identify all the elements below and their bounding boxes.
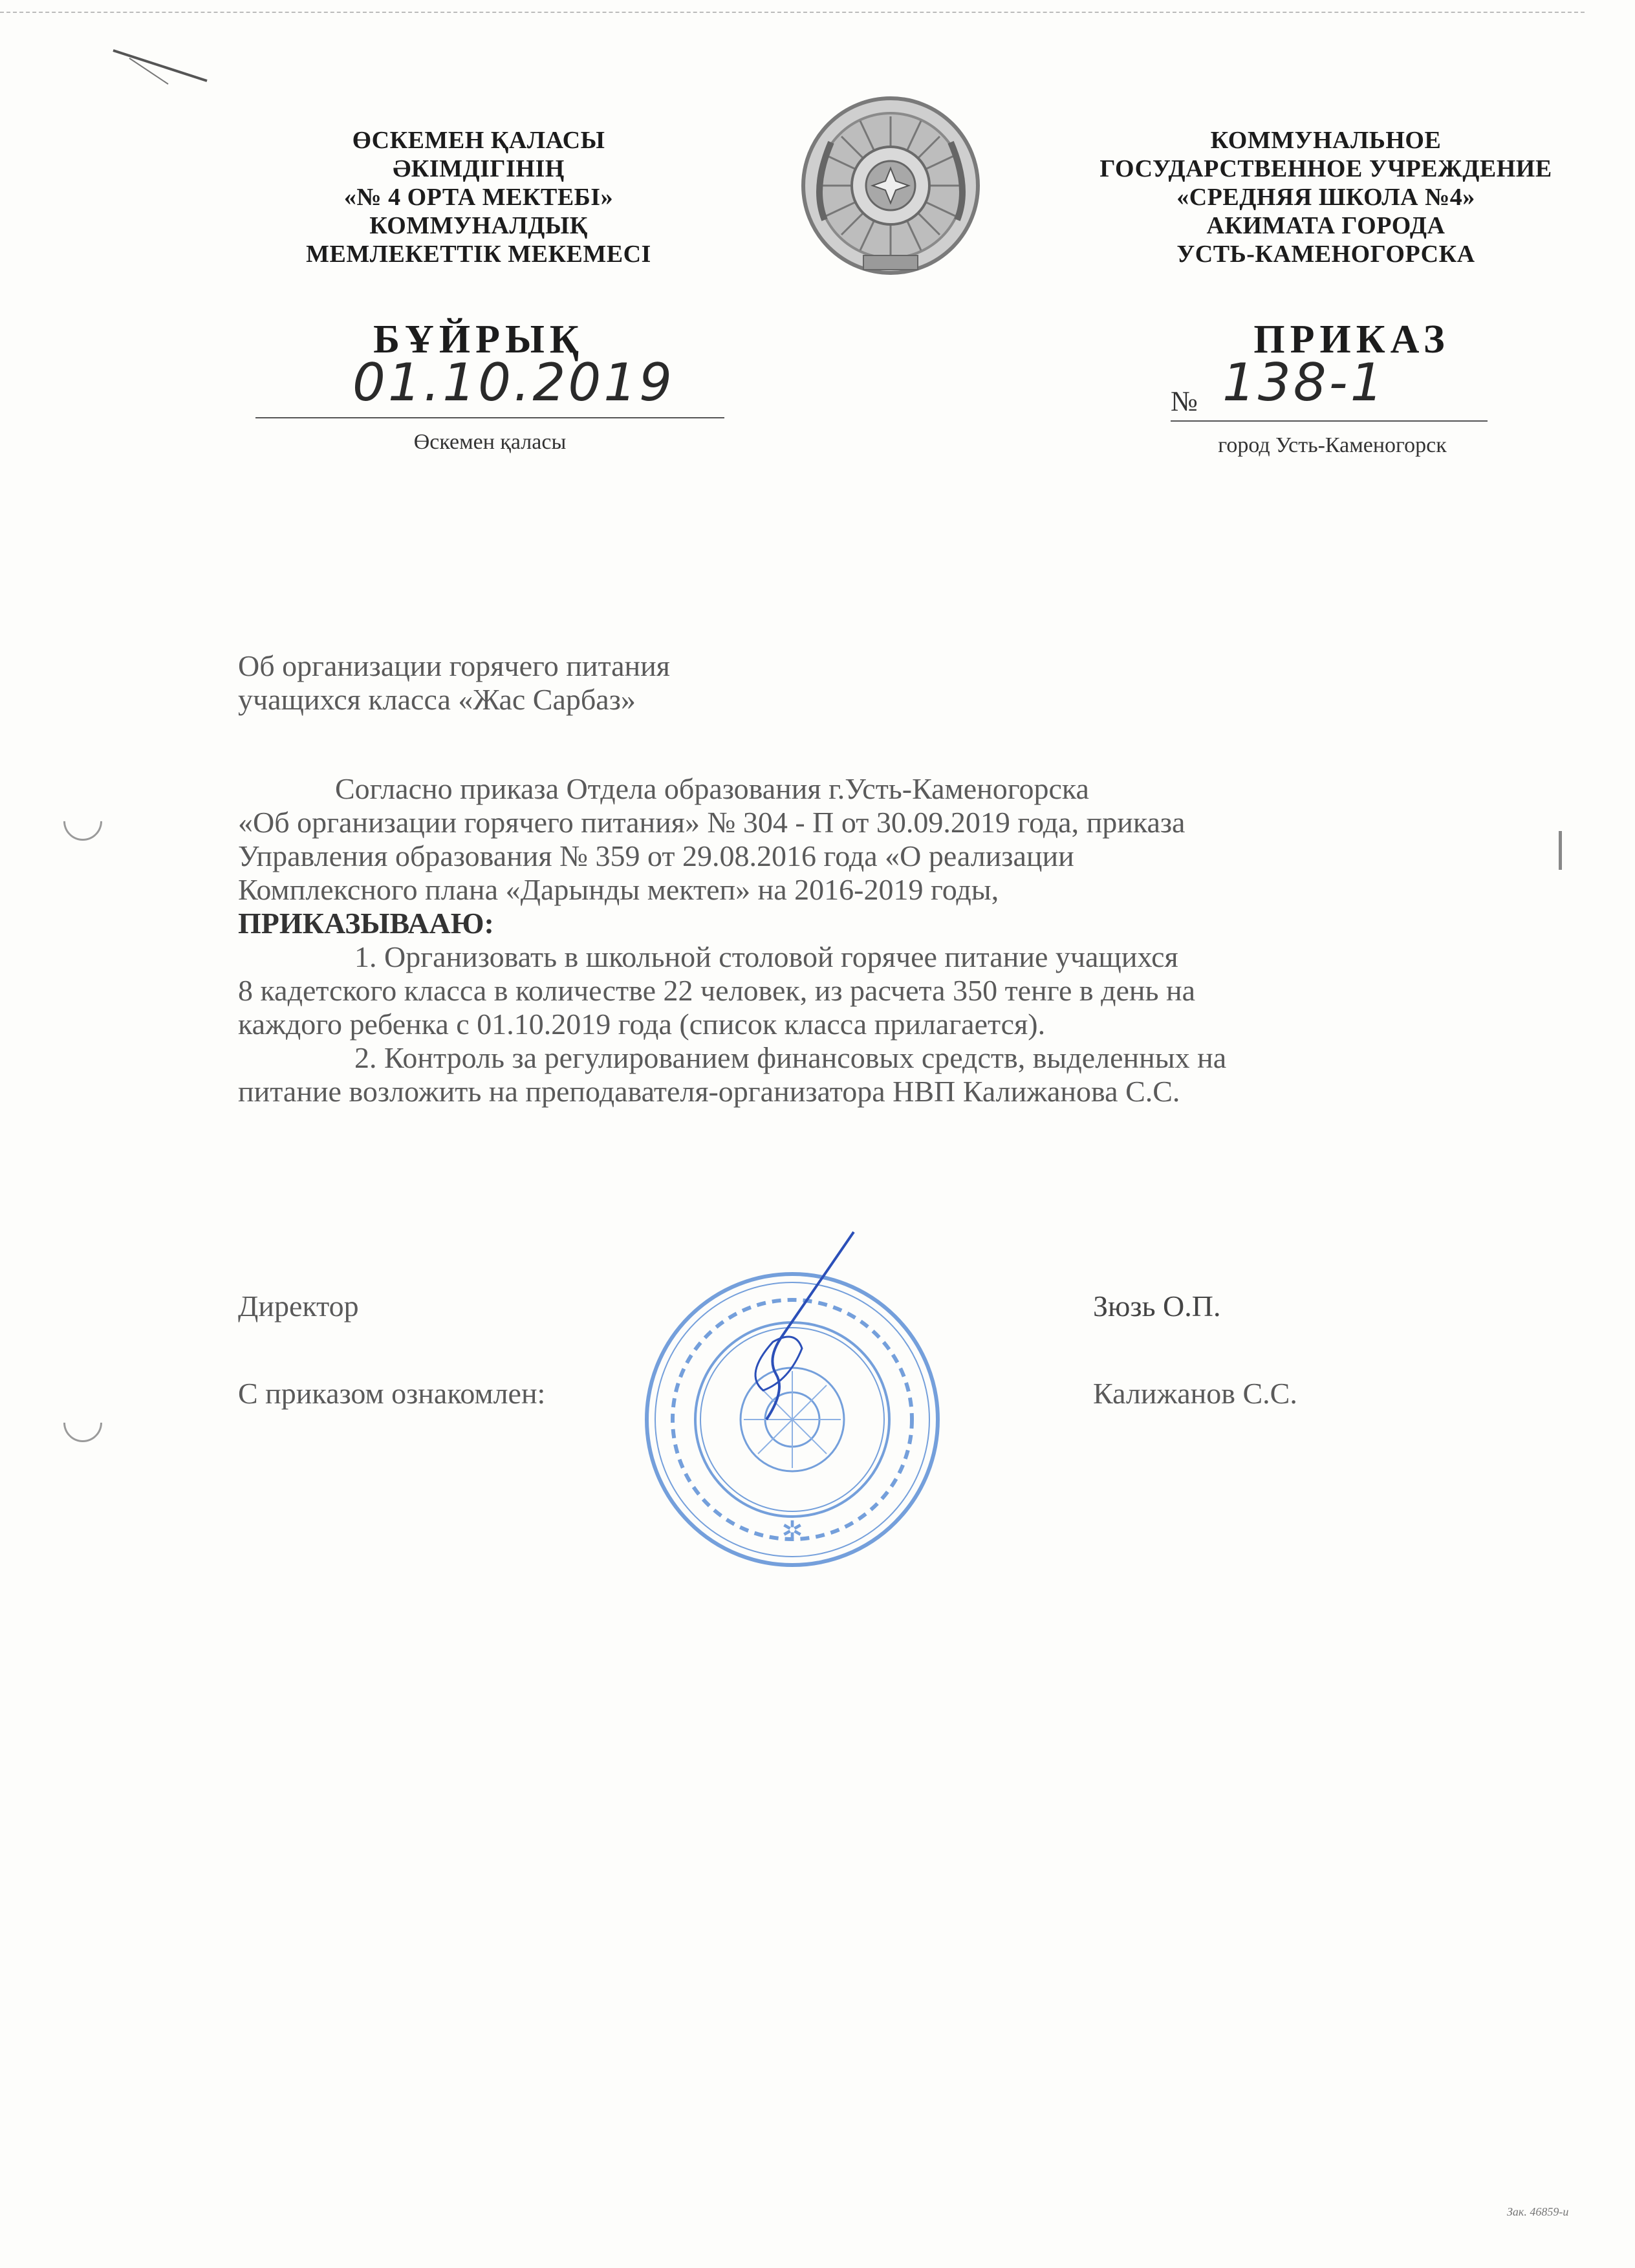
body-preamble-2: «Об организации горячего питания» № 304 - П от 30.09.2019 года, приказа: [238, 806, 1186, 839]
item-1-line-3: каждого ребенка с 01.10.2019 года (список класса прилагается).: [238, 1008, 1046, 1041]
item-1-line-1: 1. Организовать в школьной столовой горячее питание учащихся: [354, 940, 1178, 973]
city-kz: Өскемен қаласы: [413, 430, 567, 454]
order-word: ПРИКАЗЫВААЮ:: [238, 907, 494, 940]
print-code: Зак. 46859-и: [1507, 2205, 1569, 2218]
header-kz-block: [259, 126, 698, 268]
subject-line-1: Об организации горячего питания: [238, 649, 670, 682]
director-name: Зюзь О.П.: [1093, 1290, 1221, 1323]
order-date-handwritten: 01.10.2019: [352, 352, 675, 413]
city-ru: город Усть-Каменогорск: [1218, 433, 1447, 457]
ack-name: Калижанов С.С.: [1093, 1377, 1297, 1410]
ack-label: С приказом ознакомлен:: [238, 1377, 546, 1410]
header-ru-block: [1074, 126, 1578, 268]
order-number-handwritten: 138-1: [1222, 352, 1386, 413]
top-edge-line: [0, 12, 1585, 13]
item-2-line-2: питание возложить на преподавателя-организатора НВП Калижанова С.С.: [238, 1075, 1180, 1108]
margin-mark: [1559, 831, 1562, 870]
body-preamble-1: Согласно приказа Отдела образования г.Усть-Каменогорска: [335, 772, 1089, 805]
punch-hole-top: [63, 802, 102, 841]
header-kz-line-1: ӨСКЕМЕН ҚАЛАСЫ: [352, 127, 605, 154]
header-kz-line-2: ӘКІМДІГІНІҢ: [393, 155, 565, 182]
header-ru-line-2: ГОСУДАРСТВЕННОЕ УЧРЕЖДЕНИЕ: [1099, 155, 1552, 182]
staple-mark: [110, 45, 213, 94]
header-ru-line-5: УСТЬ-КАМЕНОГОРСКА: [1176, 241, 1475, 268]
svg-text:✲: ✲: [781, 1516, 803, 1546]
doc-type-ru: ПРИКАЗ: [1253, 318, 1450, 362]
date-underline: [255, 417, 724, 418]
order-number-prefix: №: [1171, 385, 1198, 417]
body-preamble-3: Управления образования № 359 от 29.08.2016 года «О реализации: [238, 839, 1074, 872]
signature-scribble-icon: [705, 1226, 873, 1442]
subject-line-2: учащихся класса «Жас Сарбаз»: [238, 683, 636, 716]
punch-hole-bottom: [63, 1403, 102, 1442]
director-label: Директор: [238, 1290, 359, 1323]
header-kz-line-3: «№ 4 ОРТА МЕКТЕБІ»: [343, 184, 614, 211]
body-preamble-4: Комплексного плана «Дарынды мектеп» на 2016-2019 годы,: [238, 873, 999, 906]
item-2-line-1: 2. Контроль за регулированием финансовых средств, выделенных на: [354, 1041, 1227, 1074]
header-ru-line-3: «СРЕДНЯЯ ШКОЛА №4»: [1176, 184, 1475, 211]
state-emblem-icon: [799, 91, 983, 285]
header-kz-line-5: МЕМЛЕКЕТТІК МЕКЕМЕСІ: [306, 241, 651, 268]
header-ru-line-4: АКИМАТА ГОРОДА: [1206, 212, 1446, 239]
header-ru-line-1: КОММУНАЛЬНОЕ: [1210, 127, 1442, 154]
number-underline: [1171, 420, 1488, 422]
doc-type-kz: БҰЙРЫҚ: [373, 318, 584, 362]
item-1-line-2: 8 кадетского класса в количестве 22 человек, из расчета 350 тенге в день на: [238, 974, 1196, 1007]
header-kz-line-4: КОММУНАЛДЫҚ: [369, 212, 588, 239]
